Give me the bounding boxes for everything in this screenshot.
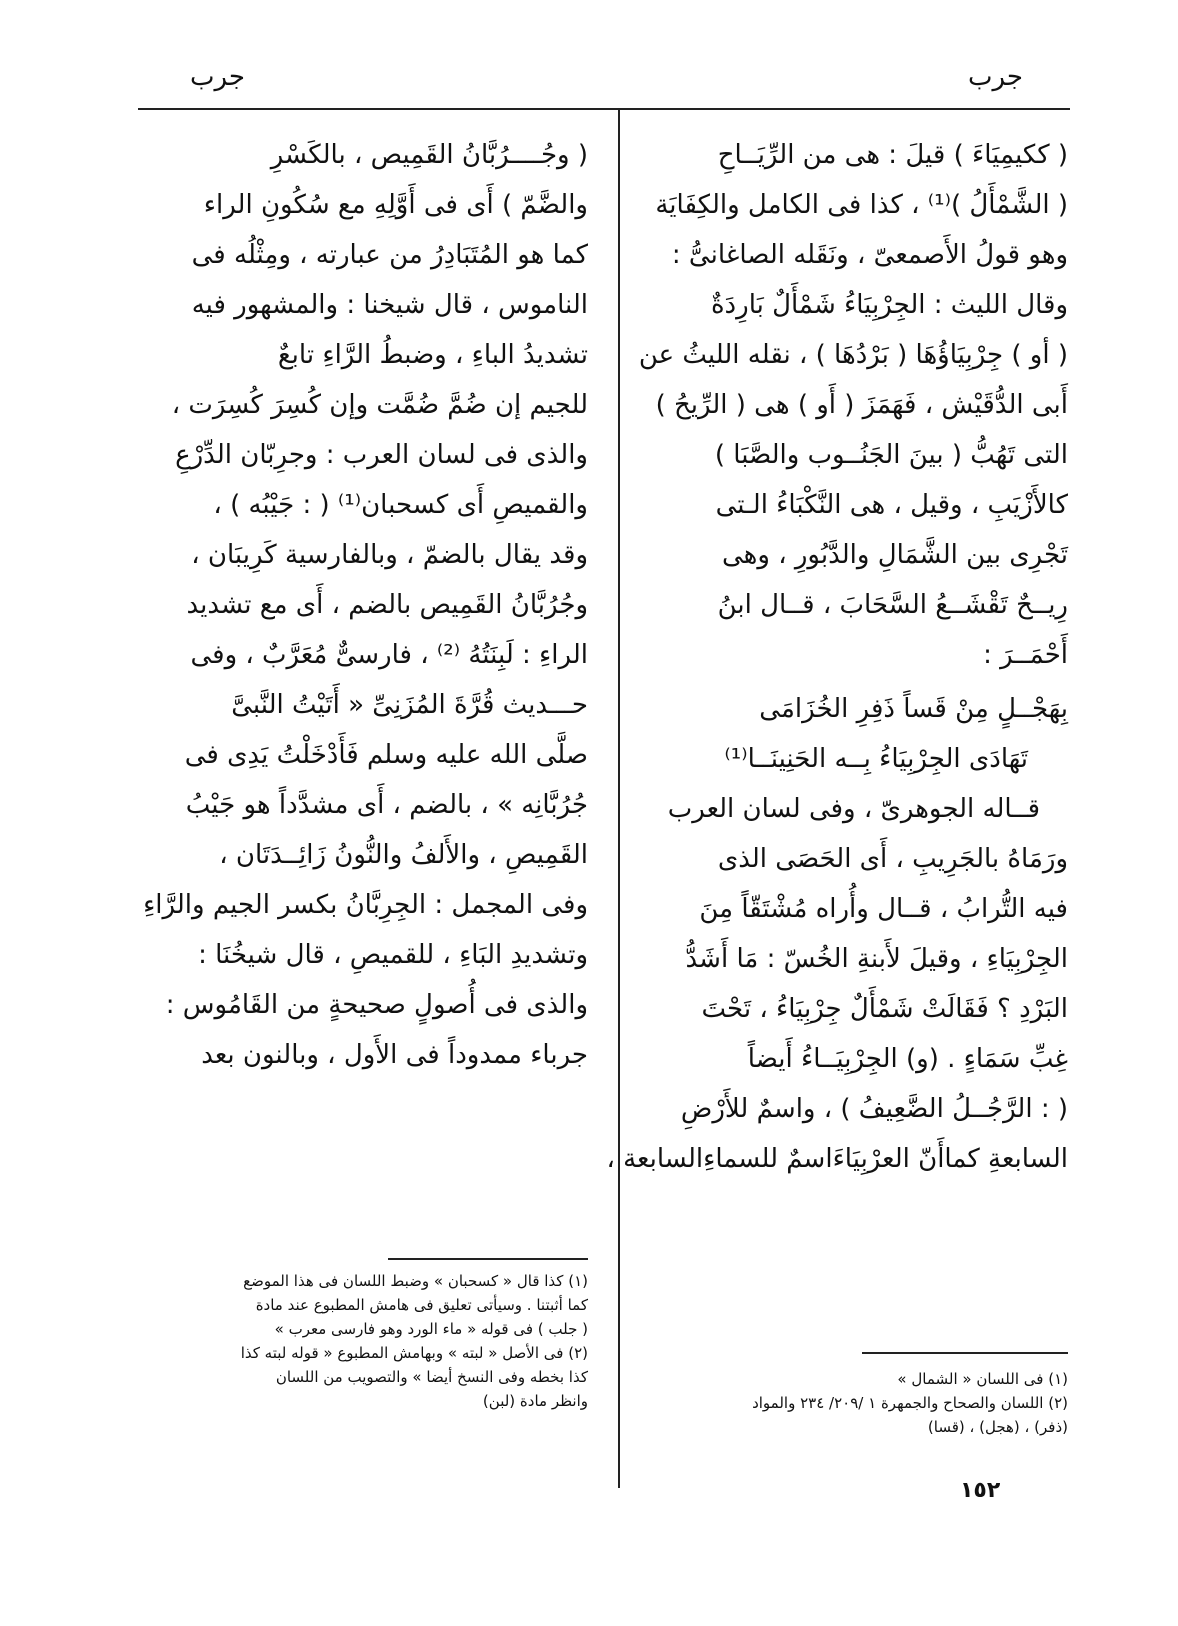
text-line: كما هو المُتَبَادِرُ من عبارته ، ومِثْلُه فى bbox=[191, 240, 588, 270]
footnote: وانظر مادة (لبن) bbox=[482, 1392, 588, 1410]
text-line: جرباء ممدوداً فى الأَول ، وبالنون بعد bbox=[201, 1040, 588, 1070]
footnote: كذا بخطه وفى النسخ أيضا » والتصويب من اللسان bbox=[275, 1368, 588, 1386]
text-line: تَجْرِى بين الشَّمَالِ والدَّبُورِ ، وهى bbox=[722, 540, 1068, 570]
text-line: كالأَزْيَبِ ، وقيل ، هى النَّكْبَاءُ الـتى bbox=[715, 490, 1068, 520]
text-line: ( أو ) جِرْبِيَاؤُهَا ( بَرْدُهَا ) ، نقله الليثُ عن bbox=[638, 340, 1068, 370]
text-line: وجُرُبَّانُ القَمِيص بالضم ، أَى مع تشديد bbox=[186, 590, 588, 620]
text-line: ( وجُــــرُبَّانُ القَمِيص ، بالكَسْرِ bbox=[270, 140, 588, 170]
footnote: كما أثبتنا . وسيأتى تعليق فى هامش المطبوع عند مادة bbox=[255, 1296, 588, 1314]
text-line: حـــديث قُرَّةَ المُزَنِىِّ « أَتَيْتُ النَّبىَّ bbox=[231, 690, 588, 720]
text-line: للجيم إن ضُمَّ ضُمَّت وإن كُسِرَ كُسِرَت ، bbox=[171, 390, 588, 420]
text-line: السابعةِ كماأَنّ العرْبِيَاءَاسمٌ للسماءِالسابعة ، bbox=[606, 1144, 1068, 1174]
text-line: تشديدُ الباءِ ، وضبطُ الرَّاءِ تابعٌ bbox=[277, 340, 588, 370]
footnote: (١) فى اللسان « الشمال » bbox=[897, 1370, 1068, 1388]
page-number: ١٥٢ bbox=[960, 1478, 1001, 1503]
column-divider bbox=[618, 108, 620, 1488]
text-line: رِيــحٌ تَقْشَــعُ السَّحَابَ ، قــال ابنُ bbox=[717, 590, 1068, 620]
footnotes-left bbox=[140, 1270, 588, 1414]
text-line: وقال الليث : الجِرْبِيَاءُ شَمْأَلٌ بَارِدَةٌ bbox=[710, 290, 1068, 320]
text-line: ( : الرَّجُــلُ الضَّعِيفُ ) ، واسمٌ للأَرْضِ bbox=[680, 1094, 1068, 1124]
footnote: (ذفر) ، (هجل) ، (قسا) bbox=[927, 1418, 1068, 1436]
text-line: ( ككيمِيَاءَ ) قيلَ : هى من الرِّيَــاحِ bbox=[717, 140, 1068, 170]
text-line: البَرْدِ ؟ فَقَالَتْ شَمْأَلٌ جِرْبِيَاءُ ، تَحْتَ bbox=[701, 994, 1068, 1024]
verse-block bbox=[640, 684, 1068, 784]
right-column bbox=[606, 130, 1068, 1184]
text-line: الراءِ : لَبِنَتُهُ ⁽²⁾ ، فارسىٌّ مُعَرَّبٌ ، وفى bbox=[190, 640, 588, 670]
header-rule bbox=[138, 108, 1070, 110]
text-line: التى تَهُبُّ ( بينَ الجَنُــوب والصَّبَا ) bbox=[714, 440, 1068, 470]
text-line: والضَّمّ ) أَى فى أَوَّلِهِ مع سُكُونِ الراء bbox=[203, 190, 588, 220]
verse-line: بِهَجْــلٍ مِنْ قَساً ذَفِرِ الخُزَامَى bbox=[759, 694, 1068, 724]
text-line: والقميصِ أَى كسحبان⁽¹⁾ ( : جَيْبُه ) ، bbox=[213, 490, 588, 520]
left-column bbox=[140, 130, 588, 1080]
text-line: والذى فى أُصولٍ صحيحةٍ من القَامُوس : bbox=[165, 990, 588, 1020]
text-line: وهو قولُ الأَصمعىّ ، ونَقَله الصاغانىُّ : bbox=[671, 240, 1068, 270]
text-line: قــاله الجوهرىّ ، وفى لسان العرب bbox=[667, 794, 1040, 824]
text-line: ( الشَّمْأَلُ )⁽¹⁾ ، كذا فى الكامل والكِفَايَة bbox=[655, 190, 1068, 220]
footnote: (٢) اللسان والصحاح والجمهرة ١ /٢٠٩/ ٢٣٤ والمواد bbox=[752, 1394, 1068, 1412]
text-line: جُرُبَّانِه » ، بالضم ، أَى مشدَّداً هو جَيْبُ bbox=[185, 790, 588, 820]
verse-line: تَهَادَى الجِرْبِيَاءُ بِــه الحَنِينَــا⁽¹⁾ bbox=[724, 744, 1028, 774]
running-header-right: جرب bbox=[968, 62, 1023, 92]
running-header-left: جرب bbox=[190, 62, 245, 92]
footnotes-right bbox=[642, 1368, 1068, 1440]
text-line: وتشديدِ البَاءِ ، للقميصِ ، قال شيخُنَا : bbox=[198, 940, 588, 970]
text-line: أَحْمَــرَ : bbox=[983, 640, 1068, 670]
text-line: غِبِّ سَمَاءٍ . (و) الجِرْبِيَــاءُ أَيضاً bbox=[747, 1044, 1068, 1074]
text-line: الجِرْبِيَاءِ ، وقيلَ لأَبنةِ الخُسّ : مَا أَشَدُّ bbox=[685, 944, 1068, 974]
text-line: فيه التُّرابُ ، قــال وأُراه مُشْتَقّاً مِنَ bbox=[699, 894, 1068, 924]
text-line: الناموس ، قال شيخنا : والمشهور فيه bbox=[191, 290, 588, 320]
text-line: القَمِيصِ ، والأَلفُ والنُّونُ زَائِــدَتَان ، bbox=[219, 840, 588, 870]
footnote: (٢) فى الأصل « لبته » وبهامش المطبوع « قوله لبته كذا bbox=[240, 1344, 588, 1362]
text-line: وقد يقال بالضمّ ، وبالفارسية كَرِيبَان ، bbox=[191, 540, 588, 570]
text-line: والذى فى لسان العرب : وجرِبّان الدِّرْعِ bbox=[175, 440, 588, 470]
text-line: ورَمَاهُ بالجَرِيبِ ، أَى الحَصَى الذى bbox=[717, 844, 1068, 874]
text-line: وفى المجمل : الجِرِبَّانُ بكسر الجيم والرَّاءِ bbox=[143, 890, 588, 920]
text-line: صلَّى الله عليه وسلم فَأَدْخَلْتُ يَدِى فى bbox=[184, 740, 588, 770]
footnote: ( جلب ) فى قوله « ماء الورد وهو فارسى معرب » bbox=[274, 1320, 588, 1338]
footnote-rule bbox=[862, 1352, 1068, 1354]
text-line: أَبى الدُّقَيْش ، فَهَمَزَ ( أَو ) هى ( الرِّيحُ ) bbox=[655, 390, 1068, 420]
footnote: (١) كذا قال « كسحبان » وضبط اللسان فى هذا الموضع bbox=[243, 1272, 588, 1290]
footnote-rule bbox=[388, 1258, 588, 1260]
